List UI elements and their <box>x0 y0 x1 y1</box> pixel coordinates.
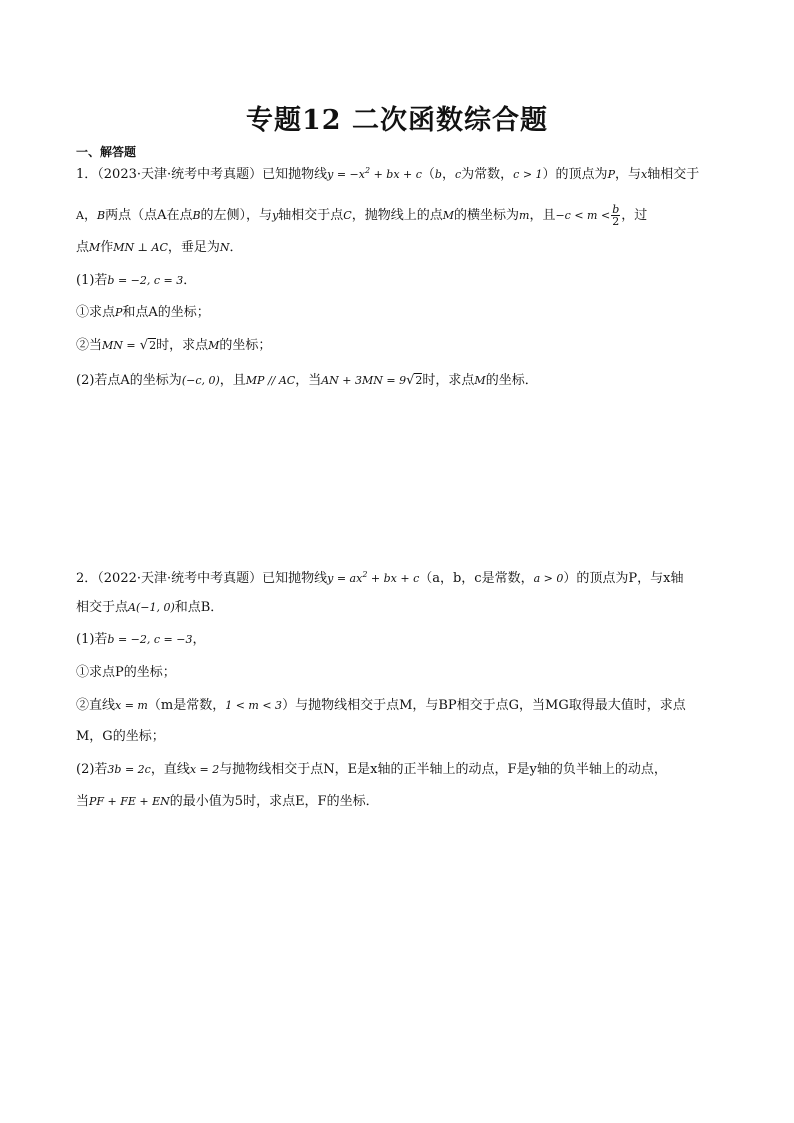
q1-part-2: (2)若点A的坐标为(−c, 0)，且MP // AC，当AN + 3MN = 9√2时，求点M的坐标． <box>76 373 538 388</box>
q2-parabola-equation: $y = ax^2$ + bx + c <box>327 570 420 585</box>
q1-parabola-equation: $y = -x^2$ + bx + c <box>327 166 422 181</box>
fraction-b-over-2: $\frac{b}{2}$ <box>612 203 620 228</box>
q1-line-2: A，B两点（点A在点B的左侧），与y轴相交于点C，抛物线上的点M的横坐标为m，且−c < m < $\frac{b}{2}$ ，过 <box>76 203 648 228</box>
page-title: 专题12 二次函数综合题 <box>246 105 548 136</box>
q2-part-1: (1)若b = −2, c = −3， <box>76 632 206 647</box>
q2-part-2: (2)若3b = 2c，直线x = 2与抛物线相交于点N，E是x轴的正半轴上的动点，F是y轴的负半轴上的动点， <box>76 762 667 777</box>
q1-line-3: 点M作MN ⊥ AC，垂足为N． <box>76 240 243 255</box>
sqrt-symbol: √2 <box>139 338 157 353</box>
section-heading: 一、解答题 <box>76 145 137 159</box>
q2-part-1-ii-cont: M，G的坐标； <box>76 729 165 744</box>
q1-part-1-i: ①求点P和点A的坐标； <box>76 305 210 320</box>
q2-line-1: 2．（2022·天津·统考中考真题）已知抛物线$y = ax^2$ + bx + c（a，b，c是常数，a > 0）的顶点为P，与x轴 <box>76 570 684 586</box>
q1-part-1: (1)若b = −2, c = 3． <box>76 273 197 288</box>
q1-line-1: 1．（2023·天津·统考中考真题）已知抛物线$y = -x^2$ + bx + c（b，c为常数，c > 1）的顶点为P，与x轴相交于 <box>76 166 700 182</box>
q1-part-1-ii: ②当MN = √2时，求点M的坐标； <box>76 338 272 353</box>
sqrt-symbol: √2 <box>406 373 423 388</box>
q2-part-2-cont: 当PF + FE + EN的最小值为5时，求点E，F的坐标． <box>76 794 379 809</box>
q2-line-2: 相交于点A(−1, 0)和点B． <box>76 600 224 615</box>
q2-part-1-ii: ②直线x = m（m是常数，1 < m < 3）与抛物线相交于点M，与BP相交于点G，当MG取得最大值时，求点 <box>76 698 686 713</box>
q2-part-1-i: ①求点P的坐标； <box>76 665 176 680</box>
